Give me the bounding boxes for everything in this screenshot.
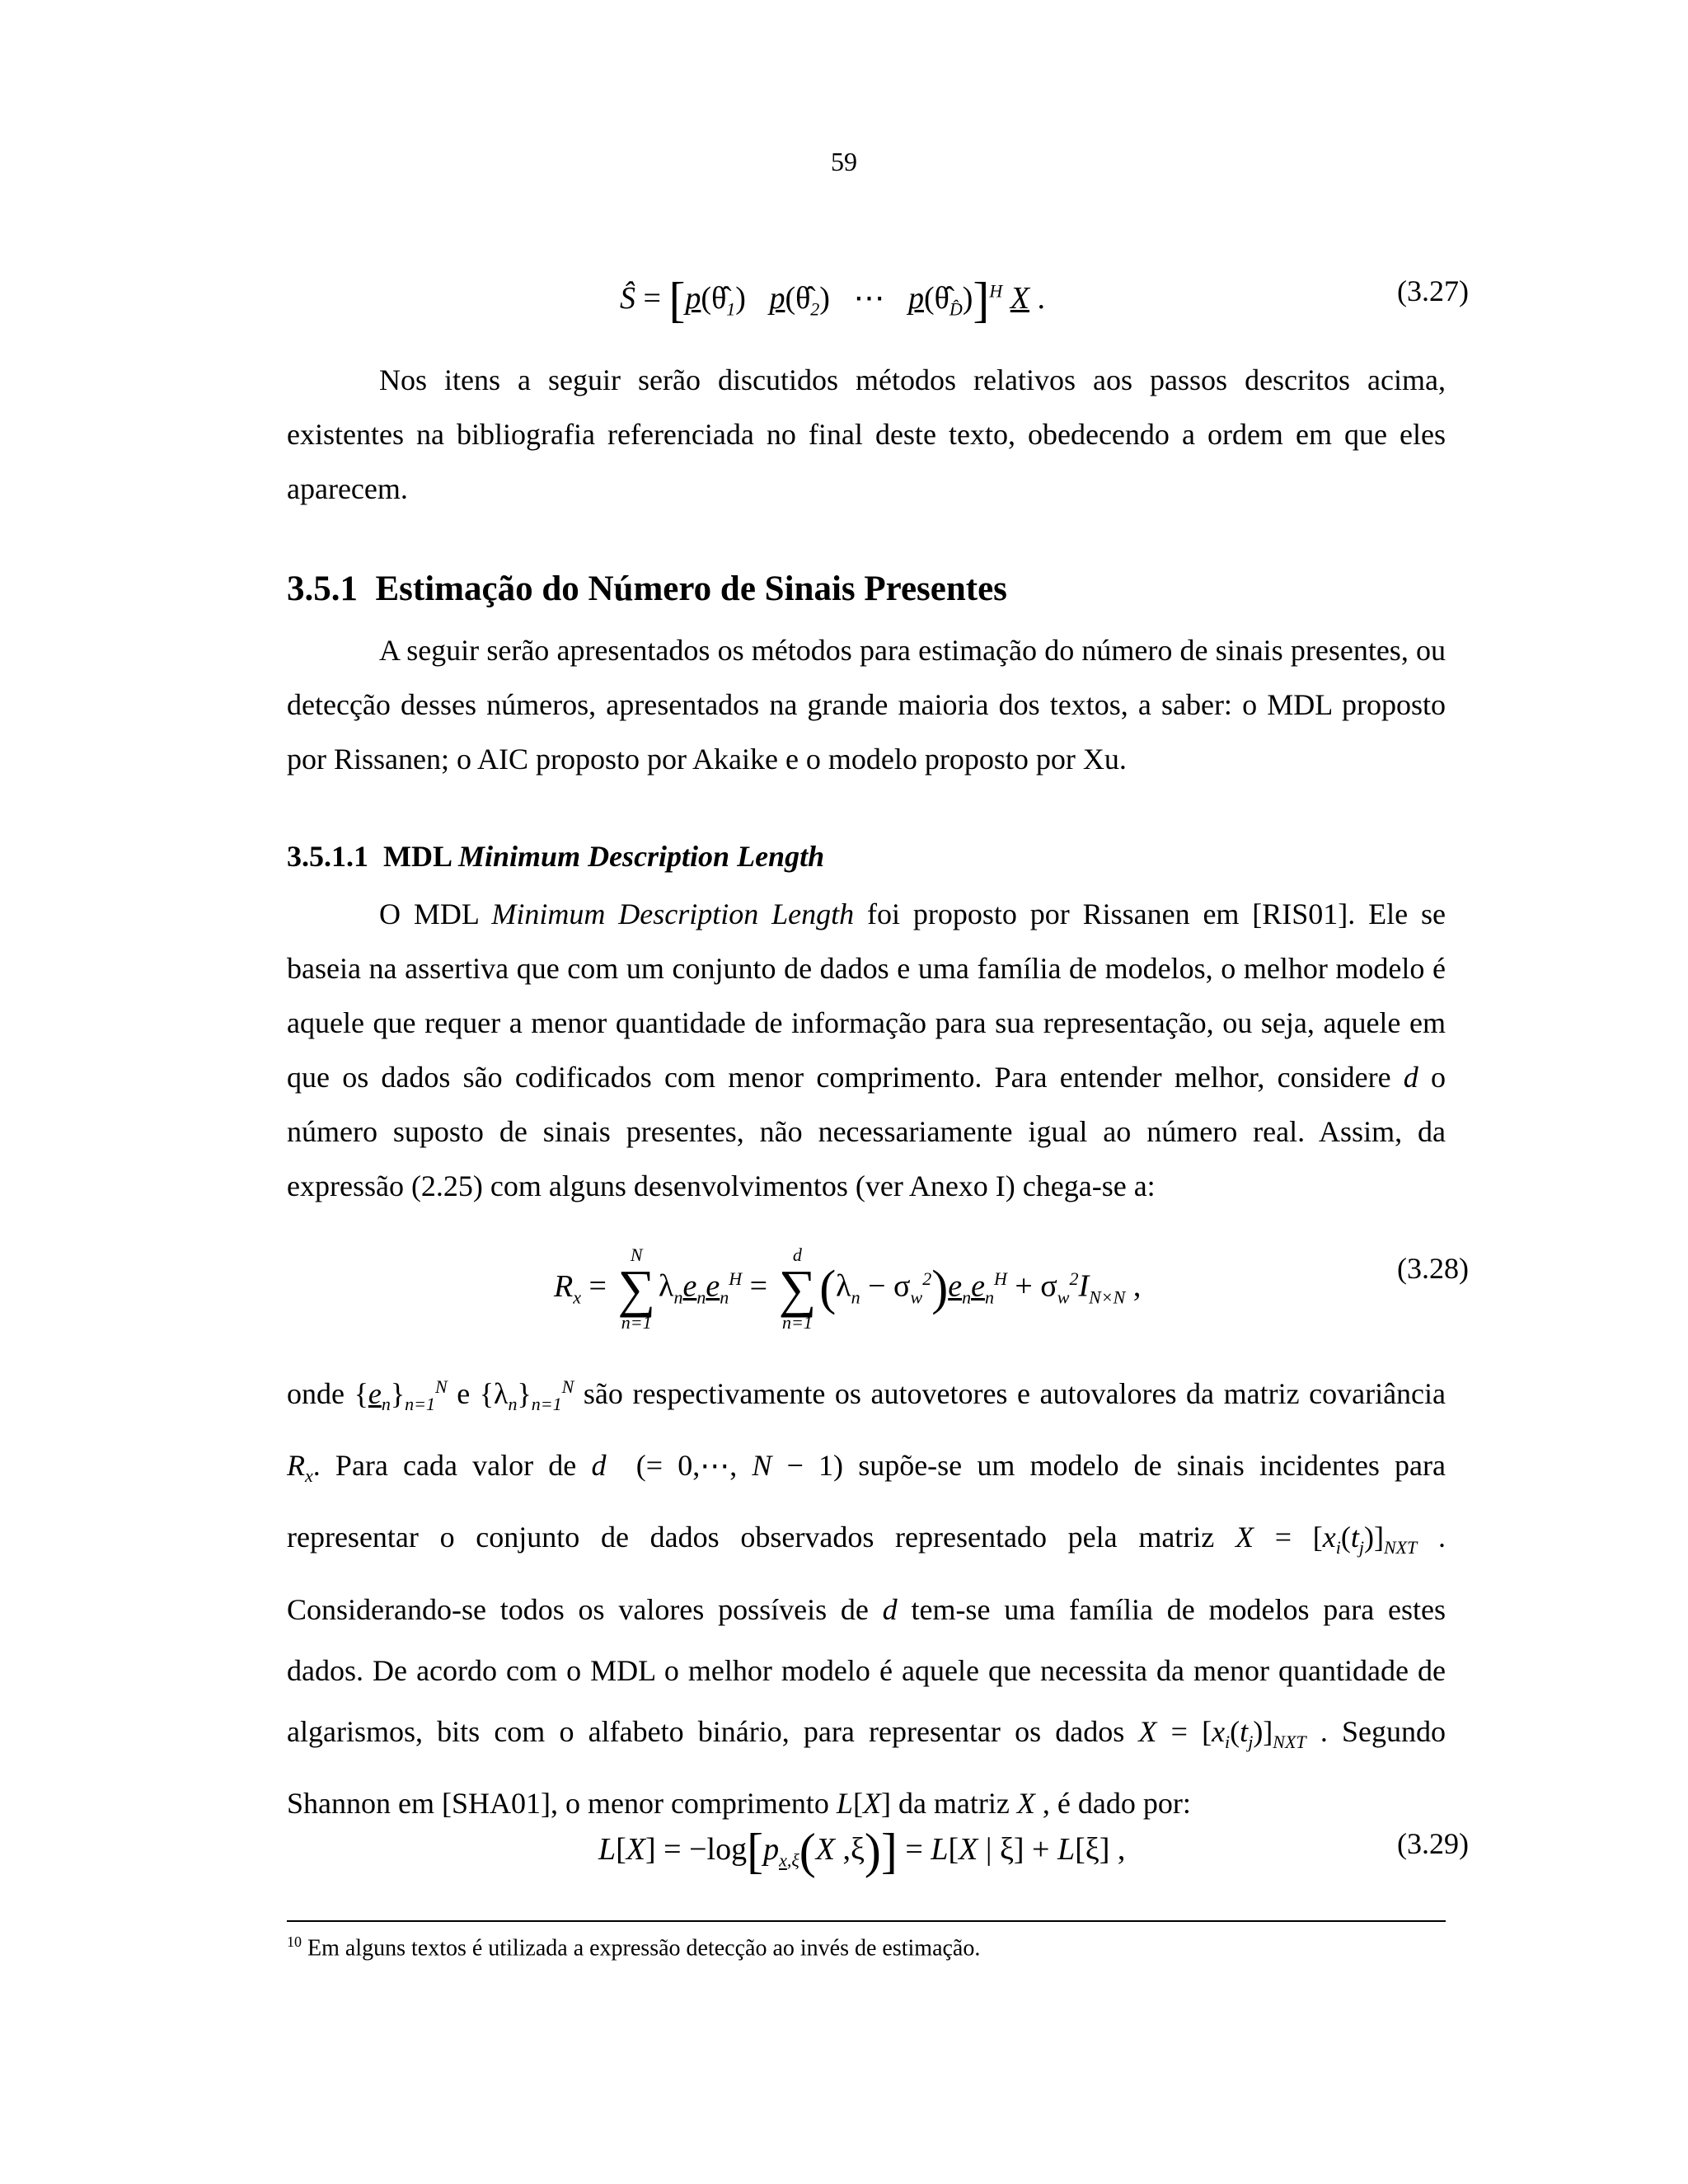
paragraph-methods: A seguir serão apresentados os métodos para estimação do número de sinais presentes, ou detecção desses números, apresentados na grande maioria dos textos, a saber: o MDL proposto por Rissanen; o AIC proposto por Akaike e o modelo proposto por Xu. xyxy=(287,634,1446,776)
page-number: 59 xyxy=(831,147,857,176)
equation-number-3-28: (3.28) xyxy=(1397,1252,1469,1285)
footnote: $^{10}$ Em alguns textos é utilizada a expressão detecção ao invés de estimação. xyxy=(287,1933,981,1961)
paragraph-eigen: onde $\{e_n\}_{n=1}^N$ e $\{\lambda_n\}_{n=1}^N$ são respectivamente os autovetores e autovalores da matriz covariância $R_x$. Para cada valor de d (= 0,⋯, N − 1) supõe-se um modelo de sinais incidentes para representar o conjunto de dados observados representado pela matriz $X = [x_i(t_j)]_{NXT}$ . Considerando-se todos os valores possíveis de d tem-se uma família de modelos para estes dados. De acordo com o MDL o melhor modelo é aquele que necessita da menor quantidade de algarismos, bits com o alfabeto binário, para representar os dados $X = [x_i(t_j)]_{NXT}$ . Segundo Shannon em [SHA01], o menor comprimento L[X] da matriz X , é dado por: xyxy=(287,1376,1447,1820)
equation-3-29: $L[X] = -\log[p_{x,\xi}(X$ ,ξ)] = L[X | ξ] + L[ξ] , xyxy=(598,1824,1126,1878)
section-heading: 3.5.1 Estimação do Número de Sinais Presentes xyxy=(287,569,1007,608)
equation-3-27: Ŝ = [$p(\thetâ_1)$ $p(\thetâ_2)$ ⋯ $p(\thetâ_{D̂})]^H$ X . xyxy=(620,273,1045,327)
paragraph-intro: Nos itens a seguir serão discutidos métodos relativos aos passos descritos acima, existentes na bibliografia referenciada no final deste texto, obedecendo a ordem em que eles aparecem. xyxy=(287,363,1446,505)
paragraph-mdl: O MDL Minimum Description Length foi proposto por Rissanen em [RIS01]. Ele se baseia na assertiva que com um conjunto de dados e uma família de modelos, o melhor modelo é aquele que requer a menor quantidade de informação para sua representação, ou seja, aquele em que os dados são codificados com menor comprimento. Para entender melhor, considere d o número suposto de sinais presentes, não necessariamente igual ao número real. Assim, da expressão (2.25) com alguns desenvolvimentos (ver Anexo I) chega-se a: xyxy=(287,898,1446,1202)
footnote-rule xyxy=(287,1920,1446,1922)
subsection-heading: 3.5.1.1 MDL Minimum Description Length xyxy=(287,840,825,873)
equation-number-3-27: (3.27) xyxy=(1397,274,1469,307)
equation-number-3-29: (3.29) xyxy=(1397,1827,1469,1860)
equation-3-28: $R_x$ = N ∑ n=1 $\lambda_ne_ne_n^H$ = d ∑ n=1 $(\lambda_n - \sigma_w^2)e_ne_n^H + \sigma_w^2I_{N\times N}$ , xyxy=(554,1244,1142,1333)
